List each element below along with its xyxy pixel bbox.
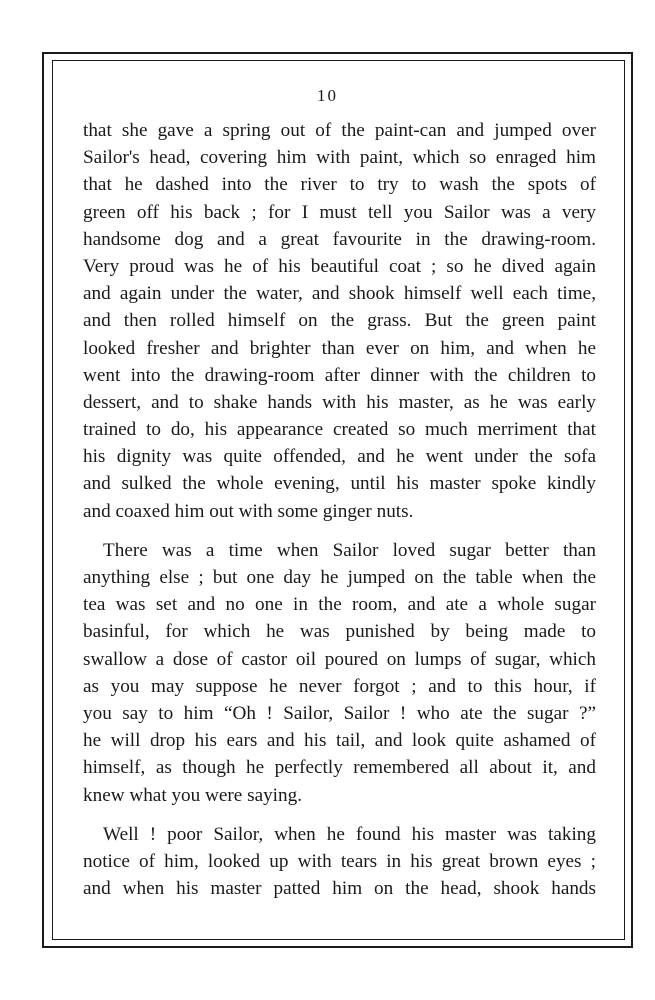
text-line: anything else ; but one day he jumped on the table when the <box>83 567 596 588</box>
text-line: his dignity was quite offended, and he went under the sofa <box>83 446 596 468</box>
text-line: notice of him, looked up with tears in his great brown eyes ; <box>83 850 596 872</box>
text-line: Well ! poor Sailor, when he found his master was taking <box>103 823 596 845</box>
text-line: and sulked the whole evening, until his master spoke kindly <box>83 473 596 495</box>
text-line: green off his back ; for I must tell you Sailor was a very <box>83 201 596 223</box>
text-line: Very proud was he of his beautiful coat ; so he dived again <box>83 255 596 277</box>
paragraph-3 <box>83 821 596 903</box>
body-text <box>83 117 596 902</box>
paragraph-1 <box>83 117 596 525</box>
text-line: There was a time when Sailor loved sugar better than <box>103 539 596 561</box>
text-line: looked fresher and brighter than ever on him, and when he <box>83 337 596 359</box>
text-line: dessert, and to shake hands with his master, as he was early <box>83 391 596 413</box>
text-line: and coaxed him out with some ginger nuts. <box>83 500 414 522</box>
text-line: and when his master patted him on the head, shook hands <box>83 878 596 900</box>
page-number: 10 <box>317 86 338 105</box>
text-line: himself, as though he perfectly remembered all about it, and <box>83 757 596 779</box>
text-line: basinful, for which he was punished by being made to <box>83 621 596 643</box>
text-line: handsome dog and a great favourite in the drawing-room. <box>83 228 596 250</box>
text-line: as you may suppose he never forgot ; and to this hour, if <box>83 675 596 697</box>
text-line: knew what you were saying. <box>83 784 302 806</box>
paragraph-2 <box>83 537 596 809</box>
paragraph-gap <box>83 809 596 821</box>
text-line: and again under the water, and shook himself well each time, <box>83 283 596 305</box>
text-line: went into the drawing-room after dinner with the children to <box>83 364 596 386</box>
text-line: he will drop his ears and his tail, and look quite ashamed of <box>83 730 596 752</box>
text-line: and then rolled himself on the grass. But the green paint <box>83 310 596 332</box>
text-line: that he dashed into the river to try to wash the spots of <box>83 174 596 196</box>
text-line: swallow a dose of castor oil poured on lumps of sugar, which <box>83 648 596 670</box>
text-line: trained to do, his appearance created so much merriment that <box>83 419 596 441</box>
text-line: Sailor's head, covering him with paint, which so enraged him <box>83 147 596 169</box>
paragraph-gap <box>83 525 596 537</box>
text-line: tea was set and no one in the room, and ate a whole sugar <box>83 594 596 616</box>
text-line: that she gave a spring out of the paint-can and jumped over <box>83 120 596 141</box>
text-line: you say to him “Oh ! Sailor, Sailor ! who ate the sugar ?” <box>83 702 596 724</box>
